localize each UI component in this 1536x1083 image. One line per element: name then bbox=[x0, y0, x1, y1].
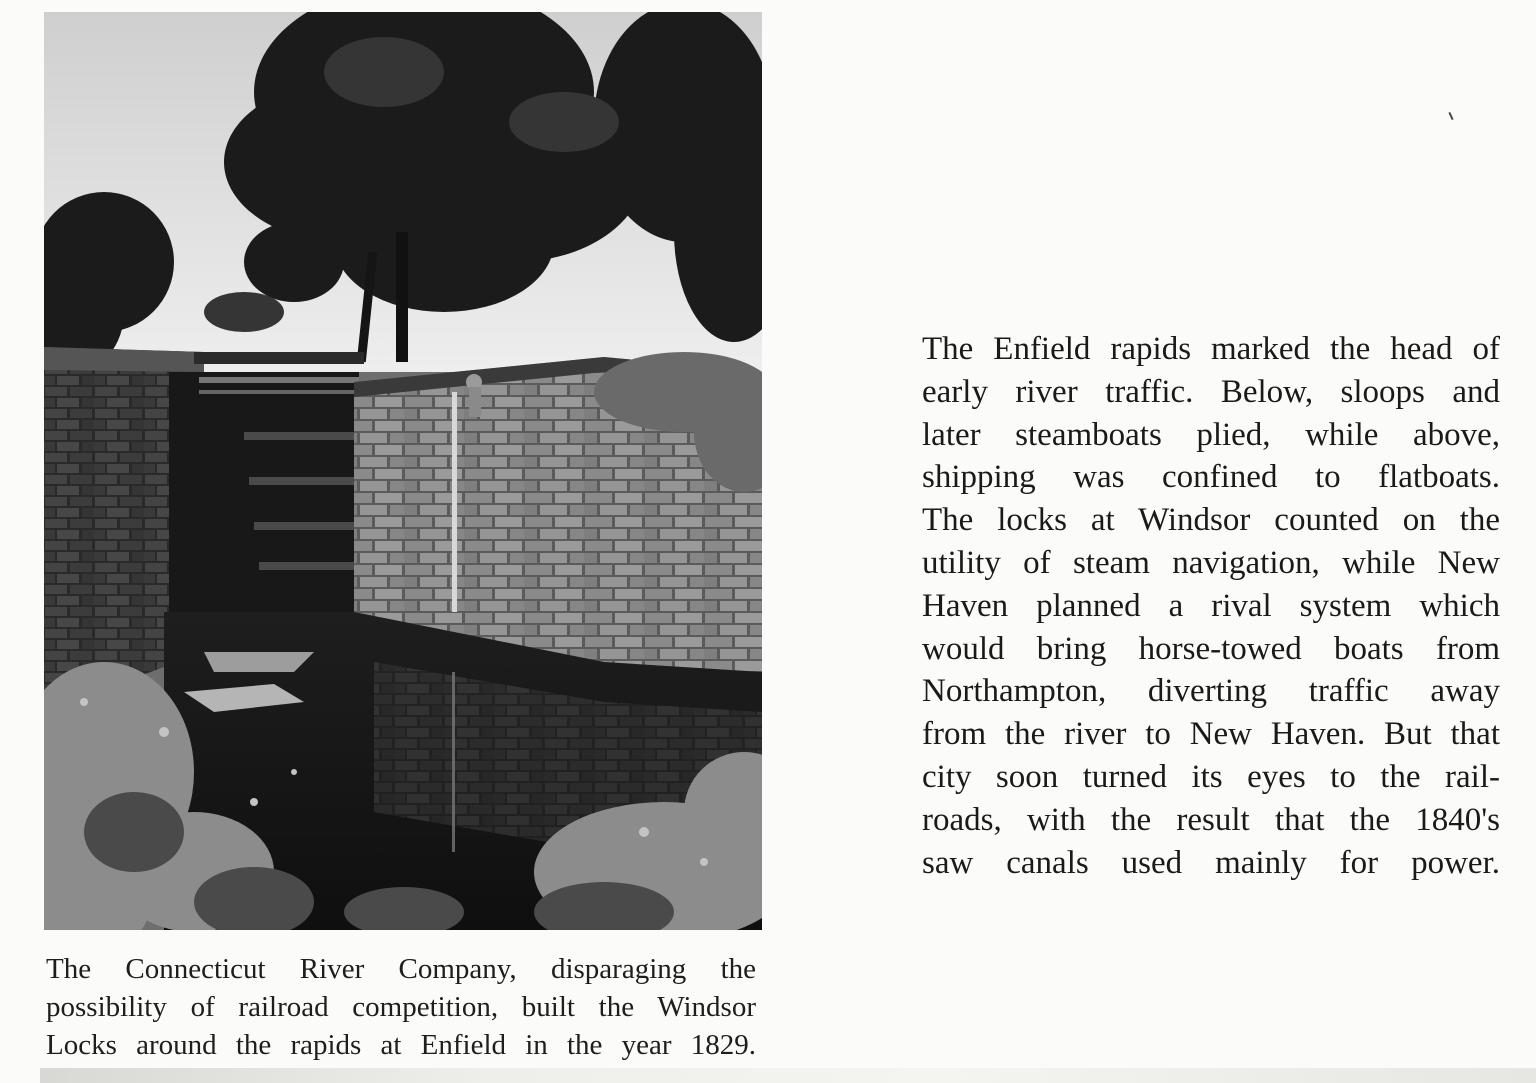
caption-line: possibility of railroad competition, built the Windsor bbox=[46, 991, 756, 1023]
body-line: shipping was confined to flatboats. bbox=[922, 459, 1500, 496]
body-line: Northampton, diverting traffic away bbox=[922, 673, 1500, 710]
body-line: The locks at Windsor counted on the bbox=[922, 502, 1500, 539]
body-line: utility of steam navigation, while New bbox=[922, 544, 1500, 581]
body-line: city soon turned its eyes to the rail- bbox=[922, 758, 1500, 795]
caption-line: The Connecticut River Company, disparaging the bbox=[46, 953, 756, 985]
body-line: later steamboats plied, while above, bbox=[922, 416, 1500, 453]
body-line: Haven planned a rival system which bbox=[922, 587, 1500, 624]
body-line: roads, with the result that the 1840's bbox=[922, 801, 1500, 838]
body-line: early river traffic. Below, sloops and bbox=[922, 373, 1500, 410]
caption-line: Locks around the rapids at Enfield in the year 1829. bbox=[46, 1029, 756, 1061]
photo-caption bbox=[46, 950, 756, 1064]
body-paragraph bbox=[922, 328, 1500, 884]
body-line: would bring horse-towed boats from bbox=[922, 630, 1500, 667]
scan-speck bbox=[1448, 112, 1453, 120]
windsor-locks-photograph bbox=[44, 12, 762, 930]
body-line: saw canals used mainly for power. bbox=[922, 844, 1500, 881]
body-line: The Enfield rapids marked the head of bbox=[922, 331, 1500, 367]
body-line: from the river to New Haven. But that bbox=[922, 716, 1500, 753]
photo-illustration bbox=[44, 12, 762, 930]
scan-edge-strip bbox=[40, 1068, 1536, 1083]
